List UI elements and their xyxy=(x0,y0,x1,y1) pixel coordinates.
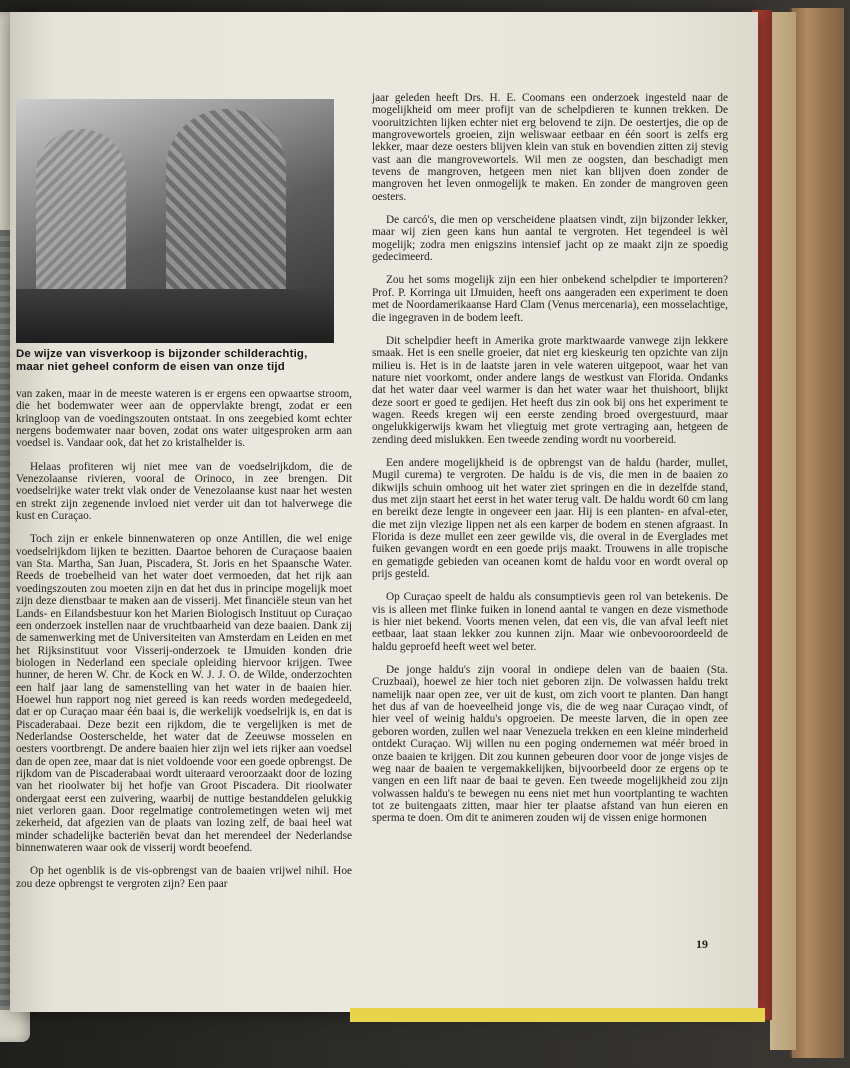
photo-fish-table xyxy=(16,289,334,343)
paragraph: De jonge haldu's zijn vooral in ondiepe delen van de baaien (Sta. Cruzbaai), hoewel ze hier toch niet geboren zijn. De volwassen haldu trekt namelijk naar open zee, ver uit de kust, om zich voort te planten. Dan hangt het dus af van de hoeveelheid jonge vis, die de weg naar Curaçao vindt, of hier veel of weinig haldu's opgroeien. De meeste larven, die in open zee geboren worden, zullen wel naar Venezuela trekken en een kleine minderheid ontdekt Curaçao. Wij willen nu een poging ondernemen wat méér broed in onze baaien te krijgen. Dit zou kunnen gebeuren door voor de jonge visjes de weg naar de baaien te vergemakkelijken, bijvoorbeeld door ze ergens op te vangen en een lift naar de baai te geven. Een tweede mogelijkheid zou zijn volwassen haldu's te bewegen nu eens niet met hun voortplanting te wachten tot ze buitengaats zitten, maar hier ter plaatse afstand van hun eieren en sperma te doen. Om dit te animeren zouden wij de vissen enige hormonen xyxy=(372,664,728,825)
paragraph: Helaas profiteren wij niet mee van de voedselrijkdom, die de Venezolaanse rivieren, vooral de Orinoco, in zee brengen. Dit voedselrijke water trekt vlak onder de Venezolaanse kust naar het westen en strekt zijn zegenende invloed niet verder uit dan tot halverwege die kust en Curaçao. xyxy=(16,460,352,523)
photo-caption: De wijze van visverkoop is bijzonder schilderachtig, maar niet geheel conform de eisen van onze tijd xyxy=(16,348,308,373)
magazine-page xyxy=(10,12,758,1012)
book-cover-edge xyxy=(790,8,844,1058)
page-number: 19 xyxy=(696,937,708,951)
photo-figure-woman-right xyxy=(166,109,286,309)
paragraph: Een andere mogelijkheid is de opbrengst van de haldu (harder, mullet, Mugil curema) te vergroten. De haldu is de vis, die men in de baaien zo dikwijls schuin omhoog uit het water ziet springen en die in dezelfde stand, dus met zijn staart het eerst in het water terug valt. De haldu wordt 60 cm lang en bereikt deze lengte in ongeveer een jaar. Hij is een planten- en afval-eter, die met zijn vlezige lippen net als een karper de bodem en stenen afgraast. In Florida is deze mullet een zeer gewilde vis, die overal in de Everglades met fuiken gevangen wordt en een goede prijs maakt. Trouwens in alle tropische en gematigde gebieden van oceanen komt de haldu voor en wordt overal op prijs gesteld. xyxy=(372,456,728,581)
paragraph: De carcó's, die men op verscheidene plaatsen vindt, zijn bijzonder lekker, maar wij zien geen kans hun aantal te vergroten. Het tegendeel is wèl mogelijk; zodra men enigszins intensief jacht op ze maakt zijn ze spoedig gedecimeerd. xyxy=(372,214,728,264)
yellow-page-edge xyxy=(350,1008,765,1022)
page-stack-edge xyxy=(770,12,796,1050)
fish-market-photo xyxy=(16,99,334,343)
photo-figure-woman-left xyxy=(36,129,126,299)
paragraph: Op Curaçao speelt de haldu als consumptievis geen rol van betekenis. De vis is alleen met flinke fuiken in lonend aantal te vangen en deze vismethode is hier niet bekend. Voorts menen velen, dat een vis, die van afval leeft niet eetbaar, laat staan lekker zou kunnen zijn. Maar wie onbevooroordeeld de haldu geproefd heeft weet wel beter. xyxy=(372,591,728,653)
paragraph: Toch zijn er enkele binnenwateren op onze Antillen, die wel enige voedselrijkdom lijken te bezitten. Daartoe behoren de Curaçaose baaien van Sta. Martha, San Juan, Piscadera, St. Joris en het Spaansche Water. Reeds de troebelheid van het water doet vermoeden, dat het rijk aan voedingszouten zou moeten zijn en dat het dus in principe mogelijk moet zijn deze dienstbaar te maken aan de visserij. Met financiële steun van het Lands- en Eilandsbestuur kon het Marien Biologisch Instituut op Curaçao een onderzoek instellen naar de vruchtbaarheid van deze baaien. Dank zij de samenwerking met de Universiteiten van Amsterdam en Leiden en met het Rijksinstituut voor Visserij-onderzoek te IJmuiden konden drie biologen in Nederland een speciale opleiding hiervoor krijgen. Twee hunner, de heren W. Chr. de Kock en W. J. J. O. de Wilde, onderzochten een half jaar lang de samenstelling van het water in de baaien hier. Hoewel hun rapport nog niet gereed is kan reeds worden medegedeeld, dat er op Curaçao maar één baai is, die werkelijk voedselrijk is, en dat is Piscaderabaai. Deze bezit een rijkdom, die te vergelijken is met de Nederlandse Oosterschelde, het water dat de Zeeuwse mosselen en oesters voortbrengt. De andere baaien hier zijn wel iets rijker aan voedsel dan de open zee, maar dat is niet voldoende voor een goede opbrengst. De rijkdom van de Piscaderabaai wordt uiteraard veroorzaakt door de lozing van het rioolwater bij het hofje van Groot Piscadera. Dit rioolwater ondergaat eerst een zuivering, waarbij de nuttige bestanddelen gelukkig niet verloren gaan. Door regelmatige controlemetingen weten wij met zekerheid, dat afgezien van de plaats van lozing zelf, de baai heel wat minder schadelijke bacteriën bevat dan het merendeel der Nederlandse binnenwateren waar ook de visserij wordt beoefend. xyxy=(16,533,352,855)
paragraph: Dit schelpdier heeft in Amerika grote marktwaarde vanwege zijn lekkere smaak. Het is een snelle groeier, dat niet erg kieskeurig ten opzichte van zijn milieu is. Het is in de laatste jaren in vele wateren uitgepoot, waar het van nature niet voorkomt, onder andere langs de westkust van Florida. Ondanks dat het water daar veel warmer is dan het water waar het thuishoort, blijkt deze soort er goed te gedijen. Het heeft dus zin ook bij ons het experiment te wagen. Reeds kregen wij een eerste zending broed overgestuurd, maar ongelukkigerwijs kwam het vliegtuig met grote vertraging aan, hetgeen de zending deed mislukken. Een tweede zending wordt nu voorbereid. xyxy=(372,334,728,446)
paragraph: van zaken, maar in de meeste wateren is er ergens een opwaartse stroom, die het bodemwater weer aan de oppervlakte brengt, zodat er een kringloop van de voedingszouten ontstaat. In ons zeegebied komt echter nergens bodemwater naar boven, zodat ons water uitgesproken arm aan voedsel is. Vandaar ook, dat het zo kristalhelder is. xyxy=(16,388,352,450)
paragraph: Op het ogenblik is de vis-opbrengst van de baaien vrijwel nihil. Hoe zou deze opbrengst te vergroten zijn? Een paar xyxy=(16,865,352,890)
left-text-column xyxy=(16,388,352,901)
paragraph: Zou het soms mogelijk zijn een hier onbekend schelpdier te importeren? Prof. P. Korringa uit IJmuiden, heeft ons aangeraden een experiment te doen met de Noordamerikaanse Hard Clam (Venus mercenaria), een mosselachtige, die ingegraven in de bodem leeft. xyxy=(372,274,728,324)
paragraph: jaar geleden heeft Drs. H. E. Coomans een onderzoek ingesteld naar de mogelijkheid om meer profijt van de schelpdieren te kunnen trekken. De vooruitzichten lijken echter niet erg belovend te zijn. De oestertjes, die op de mangrovewortels groeien, zijn weliswaar eetbaar en één soort is zelfs erg lekker, maar deze oesters blijven klein van stuk en bovendien zitten zij stevig vast aan die mangrovewortels. Wil men ze oogsten, dan beschadigt men tevens de mangroven, hetgeen men niet kan blijven doen zonder de mangroven het leven onmogelijk te maken. En zonder de mangroven geen oesters. xyxy=(372,92,728,203)
right-text-column xyxy=(372,92,728,836)
